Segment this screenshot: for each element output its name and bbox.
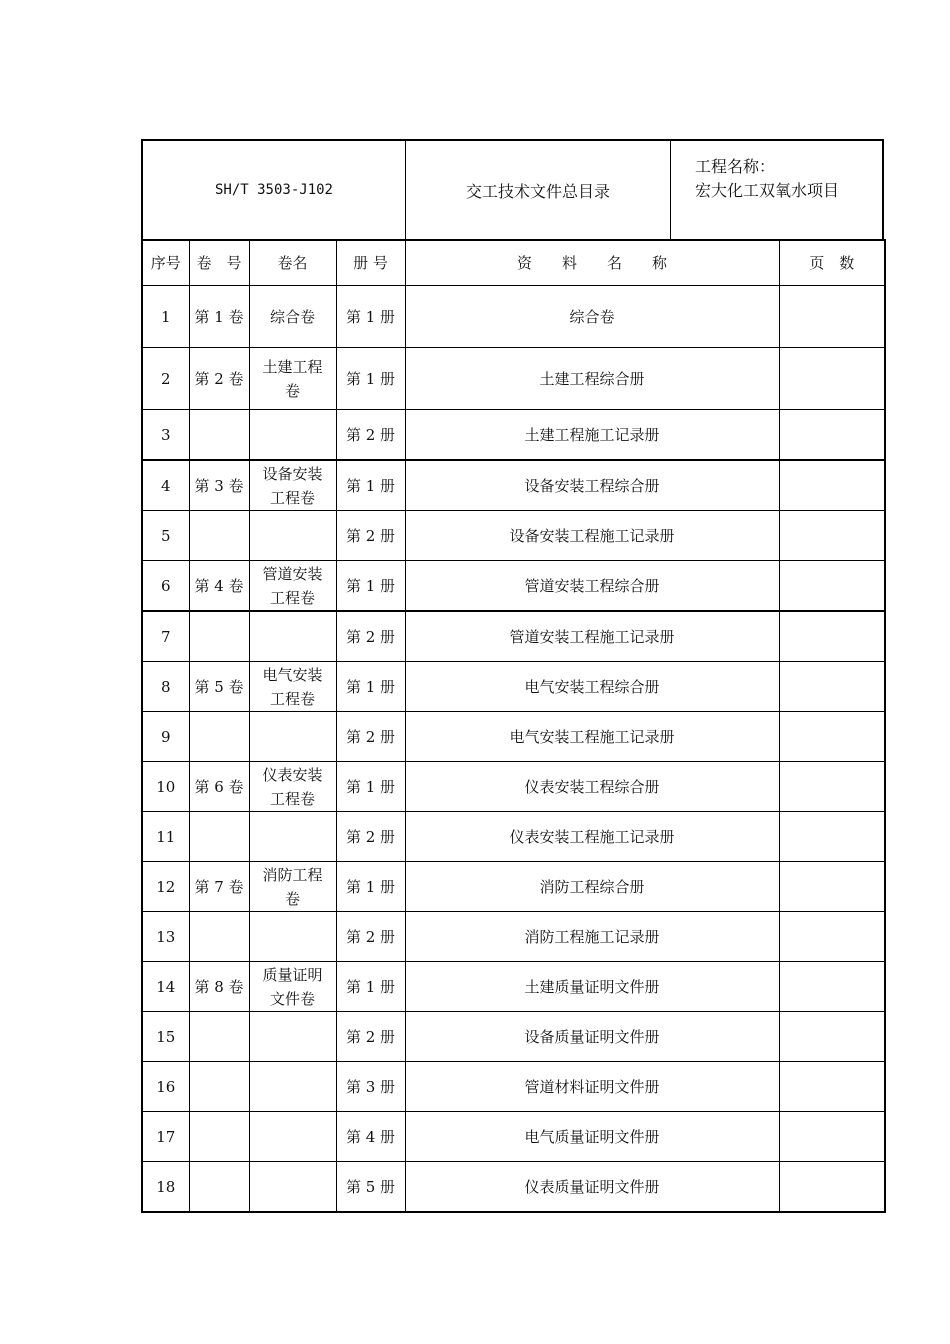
row-number: 16 bbox=[142, 1062, 189, 1112]
volume-number bbox=[189, 410, 249, 461]
row-number: 13 bbox=[142, 912, 189, 962]
document-name: 消防工程综合册 bbox=[405, 862, 779, 912]
table-row bbox=[142, 662, 885, 712]
row-number: 15 bbox=[142, 1012, 189, 1062]
page-count bbox=[779, 862, 885, 912]
page-count bbox=[779, 662, 885, 712]
volume-name: 土建工程 卷 bbox=[249, 348, 336, 410]
book-number: 第 2 册 bbox=[336, 511, 405, 561]
document-name: 管道材料证明文件册 bbox=[405, 1062, 779, 1112]
table-row bbox=[142, 561, 885, 612]
volume-name bbox=[249, 812, 336, 862]
page-count bbox=[779, 1062, 885, 1112]
document-name: 电气安装工程综合册 bbox=[405, 662, 779, 712]
book-number: 第 2 册 bbox=[336, 912, 405, 962]
volume-name bbox=[249, 1062, 336, 1112]
table-row bbox=[142, 286, 885, 348]
document-name: 电气质量证明文件册 bbox=[405, 1112, 779, 1162]
page-count bbox=[779, 561, 885, 612]
page-count bbox=[779, 812, 885, 862]
document-name: 管道安装工程施工记录册 bbox=[405, 611, 779, 662]
document-name: 土建工程综合册 bbox=[405, 348, 779, 410]
book-number: 第 1 册 bbox=[336, 348, 405, 410]
row-number: 5 bbox=[142, 511, 189, 561]
page-count bbox=[779, 1162, 885, 1213]
volume-name: 电气安装 工程卷 bbox=[249, 662, 336, 712]
row-number: 18 bbox=[142, 1162, 189, 1213]
volume-number bbox=[189, 1012, 249, 1062]
book-number: 第 5 册 bbox=[336, 1162, 405, 1213]
table-row bbox=[142, 962, 885, 1012]
document-name: 电气安装工程施工记录册 bbox=[405, 712, 779, 762]
table-row bbox=[142, 812, 885, 862]
volume-number bbox=[189, 511, 249, 561]
table-row bbox=[142, 762, 885, 812]
page-count bbox=[779, 348, 885, 410]
row-number: 3 bbox=[142, 410, 189, 461]
volume-number bbox=[189, 611, 249, 662]
volume-name bbox=[249, 611, 336, 662]
table-row bbox=[142, 1012, 885, 1062]
row-number: 12 bbox=[142, 862, 189, 912]
book-number: 第 1 册 bbox=[336, 662, 405, 712]
book-number: 第 4 册 bbox=[336, 1112, 405, 1162]
document-name: 土建质量证明文件册 bbox=[405, 962, 779, 1012]
volume-name: 质量证明 文件卷 bbox=[249, 962, 336, 1012]
page-count bbox=[779, 410, 885, 461]
document-name: 土建工程施工记录册 bbox=[405, 410, 779, 461]
document-name: 仪表质量证明文件册 bbox=[405, 1162, 779, 1213]
volume-number: 第 4 卷 bbox=[189, 561, 249, 612]
document-name: 管道安装工程综合册 bbox=[405, 561, 779, 612]
row-number: 2 bbox=[142, 348, 189, 410]
book-number: 第 1 册 bbox=[336, 962, 405, 1012]
table-row bbox=[142, 460, 885, 511]
table-row bbox=[142, 611, 885, 662]
table-row bbox=[142, 912, 885, 962]
row-number: 11 bbox=[142, 812, 189, 862]
document-title: 交工技术文件总目录 bbox=[406, 141, 671, 239]
table-row bbox=[142, 712, 885, 762]
volume-number bbox=[189, 1112, 249, 1162]
book-number: 第 2 册 bbox=[336, 712, 405, 762]
row-number: 7 bbox=[142, 611, 189, 662]
table-row bbox=[142, 1062, 885, 1112]
volume-number bbox=[189, 912, 249, 962]
row-number: 10 bbox=[142, 762, 189, 812]
volume-number bbox=[189, 712, 249, 762]
row-number: 4 bbox=[142, 460, 189, 511]
volume-number bbox=[189, 1062, 249, 1112]
volume-number: 第 3 卷 bbox=[189, 460, 249, 511]
table-row bbox=[142, 1112, 885, 1162]
document-header bbox=[141, 139, 884, 239]
page-count bbox=[779, 962, 885, 1012]
volume-name bbox=[249, 712, 336, 762]
volume-number: 第 7 卷 bbox=[189, 862, 249, 912]
page-count bbox=[779, 762, 885, 812]
document-name: 设备安装工程综合册 bbox=[405, 460, 779, 511]
row-number: 1 bbox=[142, 286, 189, 348]
book-number: 第 2 册 bbox=[336, 1012, 405, 1062]
volume-name: 消防工程 卷 bbox=[249, 862, 336, 912]
volume-name: 设备安装 工程卷 bbox=[249, 460, 336, 511]
volume-name: 综合卷 bbox=[249, 286, 336, 348]
volume-name bbox=[249, 1112, 336, 1162]
document-name: 仪表安装工程施工记录册 bbox=[405, 812, 779, 862]
col-header-doc-name: 资 料 名 称 bbox=[405, 240, 779, 286]
standard-code: SH/T 3503-J102 bbox=[143, 141, 406, 239]
volume-number: 第 8 卷 bbox=[189, 962, 249, 1012]
col-header-book: 册 号 bbox=[336, 240, 405, 286]
volume-name bbox=[249, 511, 336, 561]
row-number: 8 bbox=[142, 662, 189, 712]
project-label: 工程名称： bbox=[695, 157, 776, 176]
book-number: 第 1 册 bbox=[336, 862, 405, 912]
page-count bbox=[779, 912, 885, 962]
row-number: 14 bbox=[142, 962, 189, 1012]
project-info bbox=[671, 141, 882, 239]
page-count bbox=[779, 1112, 885, 1162]
volume-number bbox=[189, 1162, 249, 1213]
volume-number: 第 5 卷 bbox=[189, 662, 249, 712]
table-row bbox=[142, 511, 885, 561]
table-row bbox=[142, 1162, 885, 1213]
project-name: 宏大化工双氧水项目 bbox=[695, 181, 840, 200]
book-number: 第 2 册 bbox=[336, 812, 405, 862]
page-count bbox=[779, 611, 885, 662]
book-number: 第 1 册 bbox=[336, 286, 405, 348]
book-number: 第 2 册 bbox=[336, 410, 405, 461]
volume-number bbox=[189, 812, 249, 862]
row-number: 17 bbox=[142, 1112, 189, 1162]
row-number: 6 bbox=[142, 561, 189, 612]
volume-name: 仪表安装 工程卷 bbox=[249, 762, 336, 812]
volume-name bbox=[249, 912, 336, 962]
volume-name bbox=[249, 1162, 336, 1213]
col-header-volume: 卷 号 bbox=[189, 240, 249, 286]
volume-name bbox=[249, 1012, 336, 1062]
document-name: 消防工程施工记录册 bbox=[405, 912, 779, 962]
document-name: 仪表安装工程综合册 bbox=[405, 762, 779, 812]
page-count bbox=[779, 286, 885, 348]
page-count bbox=[779, 1012, 885, 1062]
page-count bbox=[779, 712, 885, 762]
volume-number: 第 6 卷 bbox=[189, 762, 249, 812]
volume-number: 第 2 卷 bbox=[189, 348, 249, 410]
book-number: 第 1 册 bbox=[336, 762, 405, 812]
catalog-table bbox=[141, 239, 886, 1213]
book-number: 第 2 册 bbox=[336, 611, 405, 662]
page-count bbox=[779, 460, 885, 511]
page-count bbox=[779, 511, 885, 561]
row-number: 9 bbox=[142, 712, 189, 762]
volume-name bbox=[249, 410, 336, 461]
document-name: 设备安装工程施工记录册 bbox=[405, 511, 779, 561]
table-row bbox=[142, 410, 885, 461]
document-name: 综合卷 bbox=[405, 286, 779, 348]
catalog-sheet bbox=[141, 139, 884, 1213]
col-header-pages: 页 数 bbox=[779, 240, 885, 286]
column-header-row bbox=[142, 240, 885, 286]
table-row bbox=[142, 348, 885, 410]
col-header-volume-name: 卷名 bbox=[249, 240, 336, 286]
table-row bbox=[142, 862, 885, 912]
book-number: 第 3 册 bbox=[336, 1062, 405, 1112]
document-name: 设备质量证明文件册 bbox=[405, 1012, 779, 1062]
volume-number: 第 1 卷 bbox=[189, 286, 249, 348]
volume-name: 管道安装 工程卷 bbox=[249, 561, 336, 612]
col-header-no: 序号 bbox=[142, 240, 189, 286]
book-number: 第 1 册 bbox=[336, 460, 405, 511]
book-number: 第 1 册 bbox=[336, 561, 405, 612]
